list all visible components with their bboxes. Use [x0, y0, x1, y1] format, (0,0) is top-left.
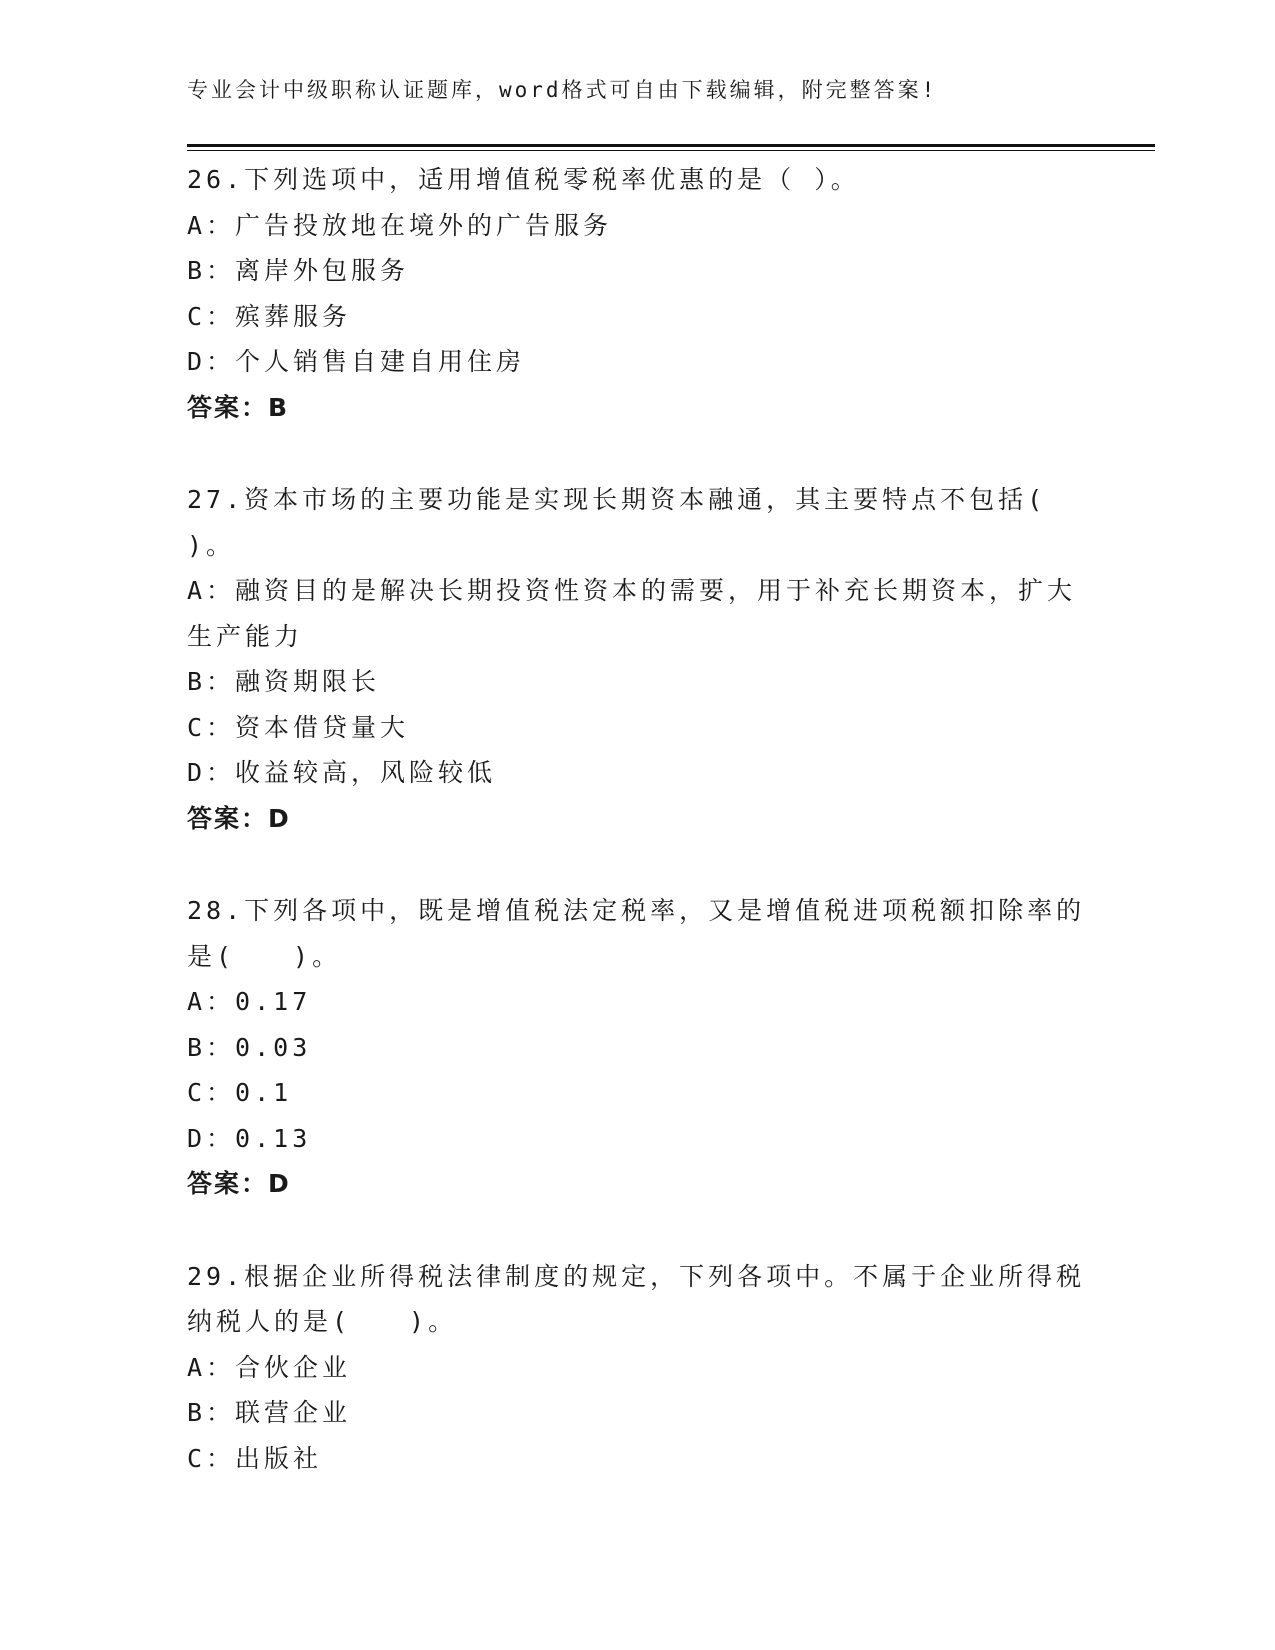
page-header: 专业会计中级职称认证题库，word格式可自由下载编辑，附完整答案!: [187, 78, 938, 102]
question-stem: 27.资本市场的主要功能是实现长期资本融通，其主要特点不包括(: [187, 485, 1047, 514]
question-26: [187, 157, 1092, 430]
answer-label: 答案：D: [187, 1169, 291, 1198]
question-stem: 26.下列选项中，适用增值税零税率优惠的是（ ）。: [187, 165, 860, 194]
option-c: C：0.1: [187, 1078, 293, 1107]
option-a: A：融资目的是解决长期投资性资本的需要，用于补充长期资本，扩大: [187, 576, 1077, 605]
question-28: [187, 888, 1092, 1207]
question-list: [187, 157, 1092, 1528]
option-d: D：个人销售自建自用住房: [187, 347, 526, 376]
answer-label: 答案：B: [187, 392, 290, 422]
option-b: B：联营企业: [187, 1398, 352, 1427]
question-27: [187, 477, 1092, 841]
option-c: C：出版社: [187, 1443, 323, 1473]
option-c: C：资本借贷量大: [187, 712, 410, 742]
question-stem-cont: 是( )。: [187, 941, 342, 971]
question-stem-cont: )。: [187, 530, 236, 560]
option-c: C：殡葬服务: [187, 301, 352, 331]
question-29: [187, 1254, 1092, 1482]
header-rule-thick: [187, 144, 1155, 147]
question-stem-cont: 纳税人的是( )。: [187, 1307, 458, 1336]
option-a: A：0.17: [187, 987, 312, 1016]
option-a-cont: 生产能力: [187, 621, 304, 651]
option-d: D：0.13: [187, 1123, 312, 1153]
answer-label: 答案：D: [187, 803, 291, 833]
question-stem: 28.下列各项中，既是增值税法定税率，又是增值税进项税额扣除率的: [187, 896, 1086, 925]
header-rule-thin: [187, 150, 1155, 151]
option-b: B：0.03: [187, 1032, 312, 1062]
option-d: D：收益较高，风险较低: [187, 758, 497, 787]
option-a: A：广告投放地在境外的广告服务: [187, 210, 613, 240]
option-b: B：融资期限长: [187, 667, 381, 696]
option-b: B：离岸外包服务: [187, 256, 410, 285]
question-stem: 29.根据企业所得税法律制度的规定，下列各项中。不属于企业所得税: [187, 1261, 1086, 1291]
option-a: A：合伙企业: [187, 1352, 352, 1382]
